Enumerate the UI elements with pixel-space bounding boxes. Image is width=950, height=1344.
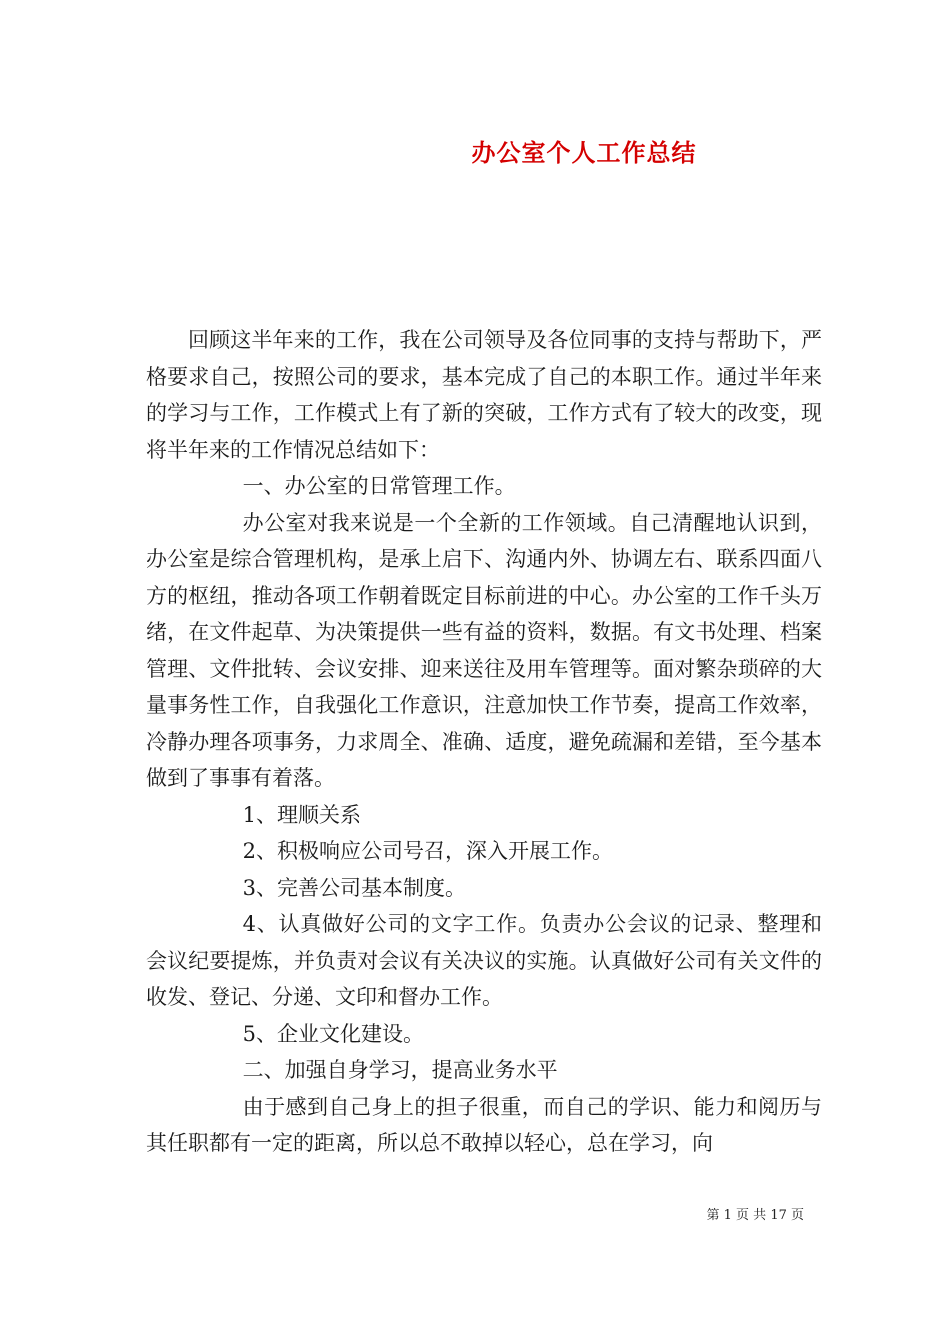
paragraph-office-work: 办公室对我来说是一个全新的工作领域。自己清醒地认识到，办公室是综合管理机构，是承上启下、沟通内外、协调左右、联系四面八方的枢纽，推动各项工作朝着既定目标前进的中心。办公室的工作千头万绪，在文件起草、为决策提供一些有益的资料，数据。有文书处理、档案管理、文件批转、会议安排、迎来送往及用车管理等。面对繁杂琐碎的大量事务性工作，自我强化工作意识，注意加快工作节奏，提高工作效率，冷静办理各项事务，力求周全、准确、适度，避免疏漏和差错，至今基本做到了事事有着落。 — [146, 510, 822, 790]
list-item-3: 3、完善公司基本制度。 — [242, 875, 466, 900]
document-title: 办公室个人工作总结 — [471, 139, 697, 167]
page-number: 第 1 页 共 17 页 — [706, 1208, 804, 1223]
list-item-4: 4、认真做好公司的文字工作。负责办公会议的记录、整理和会议纪要提炼，并负责对会议有关决议的实施。认真做好公司有关文件的收发、登记、分递、文印和督办工作。 — [146, 912, 822, 1009]
section-heading-2: 二、加强自身学习，提高业务水平 — [242, 1058, 558, 1082]
list-item-5: 5、企业文化建设。 — [242, 1021, 424, 1046]
paragraph-intro: 回顾这半年来的工作，我在公司领导及各位同事的支持与帮助下，严格要求自己，按照公司的要求，基本完成了自己的本职工作。通过半年来的学习与工作，工作模式上有了新的突破，工作方式有了较大的改变，现将半年来的工作情况总结如下： — [146, 328, 822, 462]
paragraph-self-study: 由于感到自己身上的担子很重，而自己的学识、能力和阅历与其任职都有一定的距离，所以总不敢掉以轻心，总在学习，向 — [146, 1094, 822, 1155]
list-item-2: 2、积极响应公司号召，深入开展工作。 — [242, 839, 613, 863]
document-body — [146, 322, 822, 1162]
list-item-1: 1、理顺关系 — [242, 802, 361, 827]
section-heading-1: 一、办公室的日常管理工作。 — [242, 474, 516, 498]
